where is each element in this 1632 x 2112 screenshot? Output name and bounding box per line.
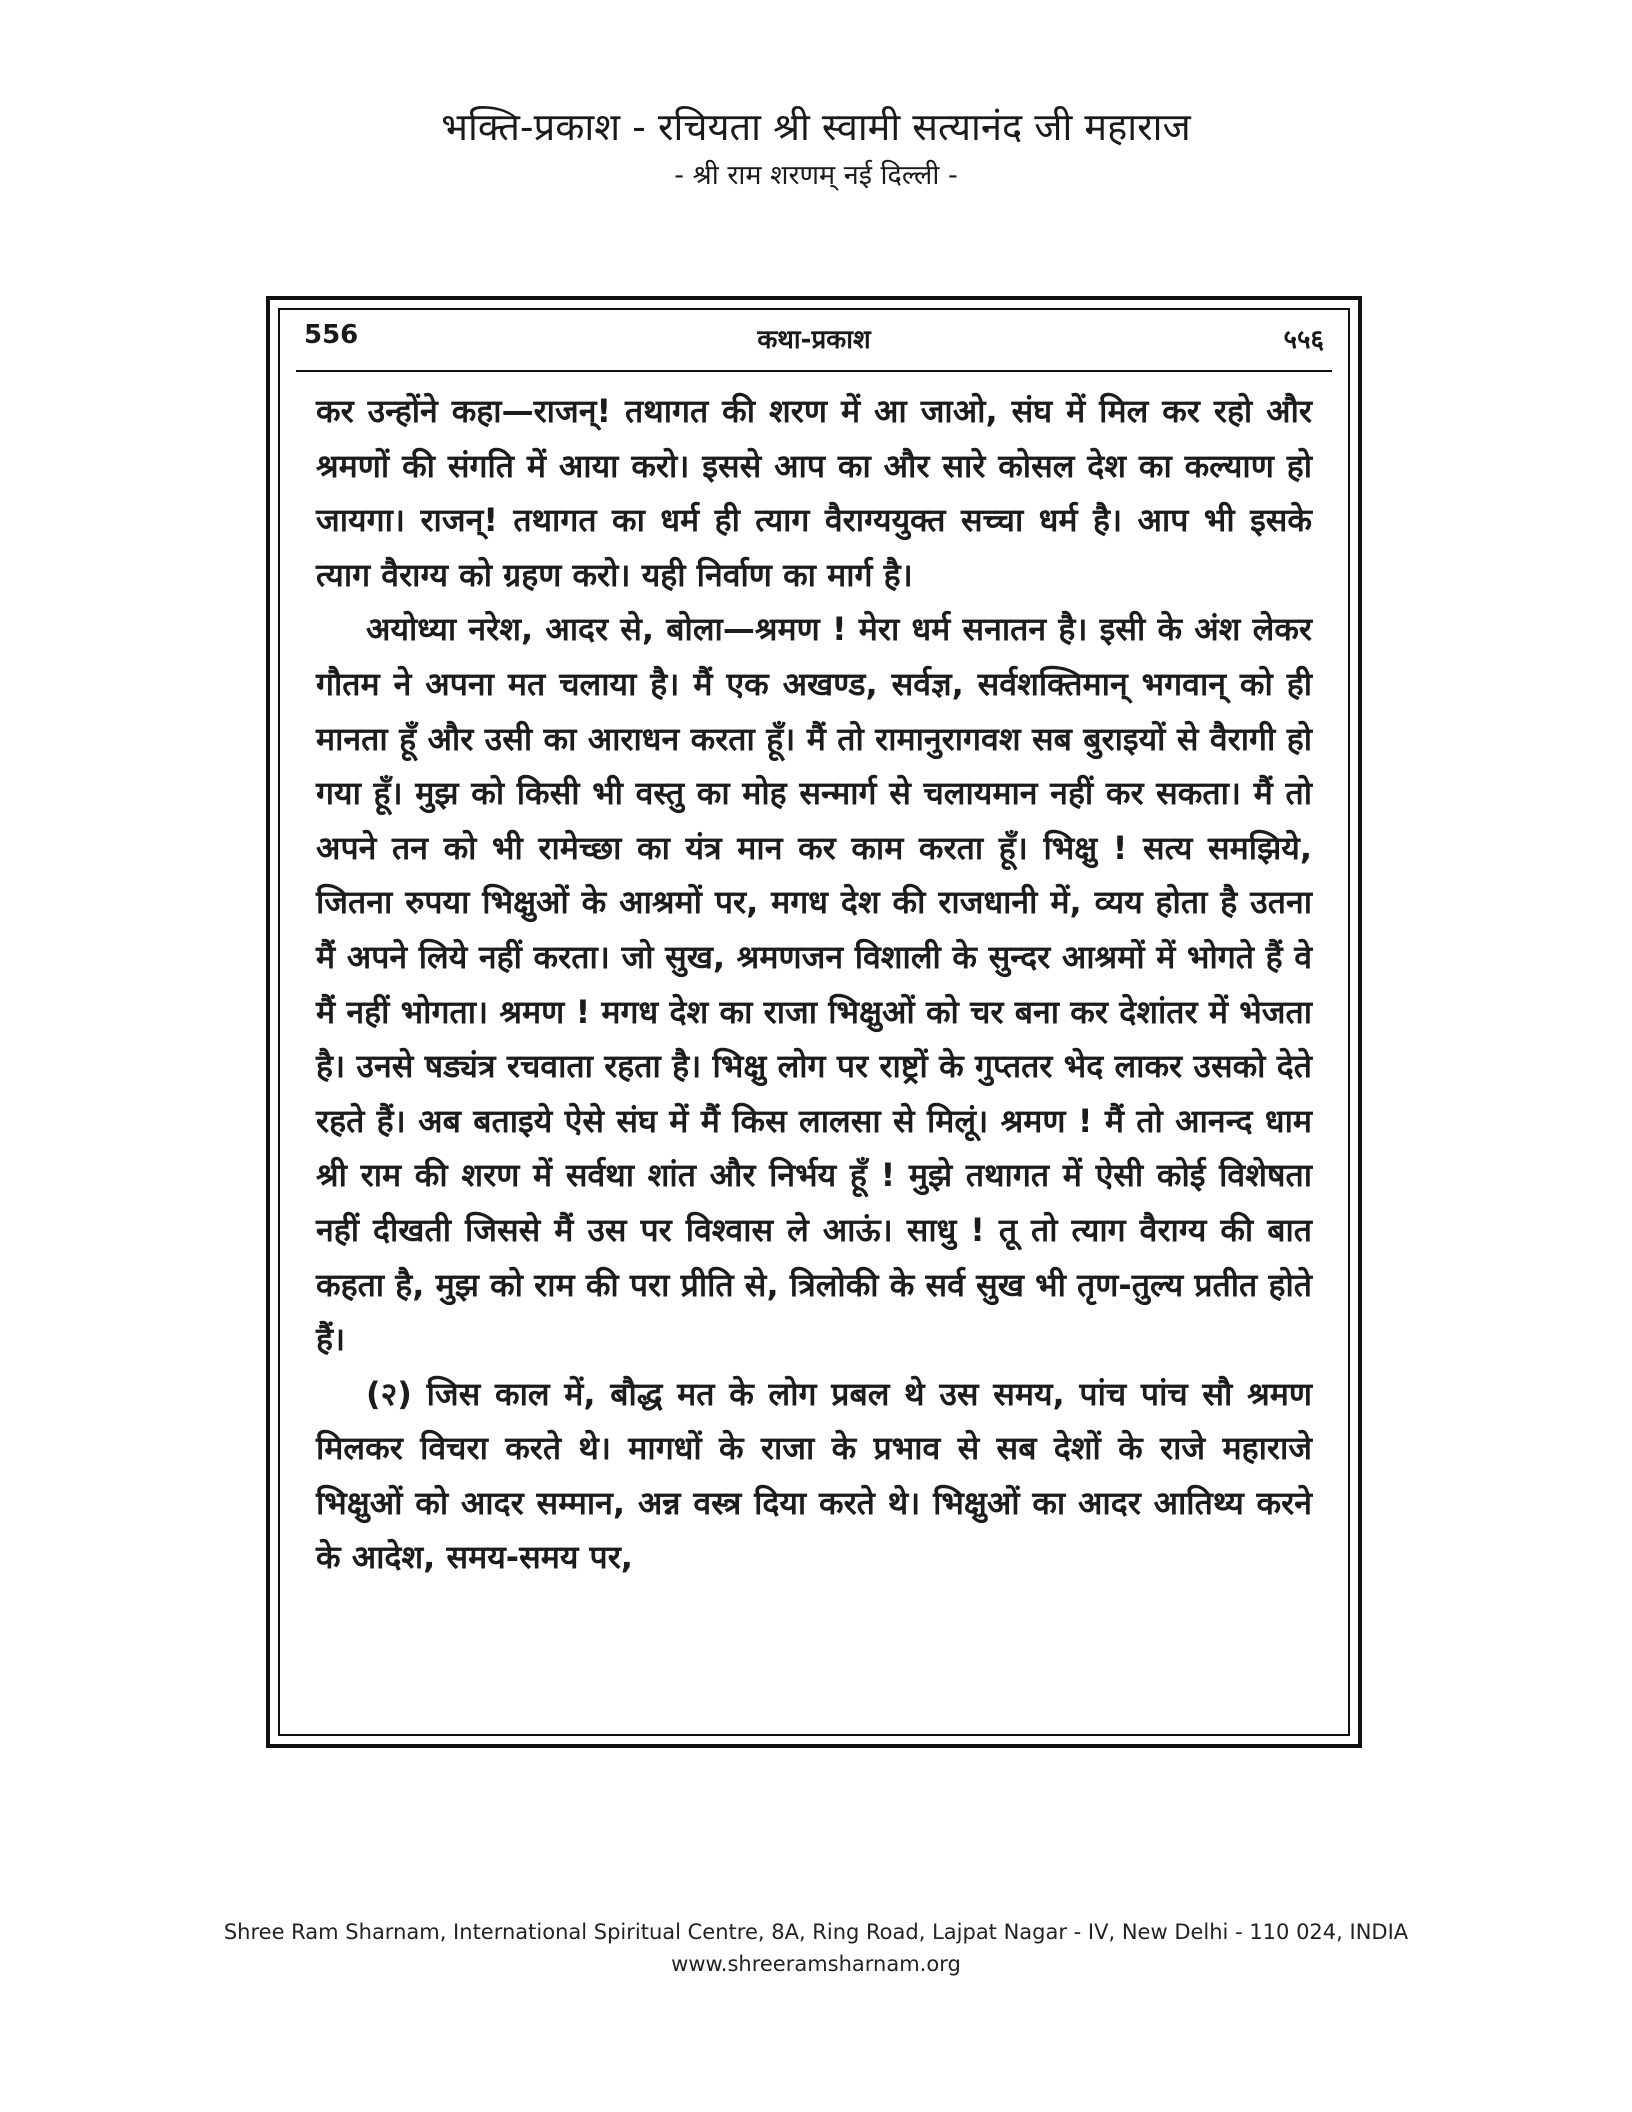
body-text bbox=[316, 384, 1312, 1585]
footer-address: Shree Ram Sharnam, International Spiritual Centre, 8A, Ring Road, Lajpat Nagar - IV, New Delhi - 110 024, INDIA bbox=[223, 1920, 1409, 1944]
paragraph: (२) जिस काल में, बौद्ध मत के लोग प्रबल थे उस समय, पांच पांच सौ श्रमण मिलकर विचरा करते थे। मागधों के राजा के प्रभाव से सब देशों के राजे महाराजे भिक्षुओं को आदर सम्मान, अन्न वस्त्र दिया करते थे। भिक्षुओं का आदर आतिथ्य करने के आदेश, समय-समय पर, bbox=[316, 1374, 1312, 1577]
page-number-arabic: 556 bbox=[304, 320, 359, 350]
page-number-devanagari: ५५६ bbox=[1283, 325, 1324, 355]
document-header bbox=[0, 100, 1632, 198]
header-divider bbox=[296, 370, 1332, 372]
document-title: भक्ति-प्रकाश - रचियता श्री स्वामी सत्यानंद जी महाराज bbox=[441, 105, 1191, 149]
paragraph: कर उन्होंने कहा—राजन्! तथागत की शरण में आ जाओ, संघ में मिल कर रहो और श्रमणों की संगति में आया करो। इससे आप का और सारे कोसल देश का कल्याण हो जायगा। राजन्! तथागत का धर्म ही त्याग वैराग्ययुक्त सच्चा धर्म है। आप भी इसके त्याग वैराग्य को ग्रहण करो। यही निर्वाण का मार्ग है। bbox=[316, 392, 1312, 594]
section-title: कथा-प्रकाश bbox=[757, 325, 871, 355]
running-head bbox=[304, 320, 1324, 360]
page-frame-inner bbox=[278, 308, 1350, 1736]
footer-website: www.shreeramsharnam.org bbox=[671, 1952, 961, 1976]
document-footer bbox=[0, 1916, 1632, 1980]
paragraph: अयोध्या नरेश, आदर से, बोला—श्रमण ! मेरा धर्म सनातन है। इसी के अंश लेकर गौतम ने अपना मत चलाया है। मैं एक अखण्ड, सर्वज्ञ, सर्वशक्तिमान् भगवान् को ही मानता हूँ और उसी का आराधन करता हूँ। मैं तो रामानुरागवश सब बुराइयों से वैरागी हो गया हूँ। मुझ को किसी भी वस्तु का मोह सन्मार्ग से चलायमान नहीं कर सकता। मैं तो अपने तन को भी रामेच्छा का यंत्र मान कर काम करता हूँ। भिक्षु ! सत्य समझिये, जितना रुपया भिक्षुओं के आश्रमों पर, मगध देश की राजधानी में, व्यय होता है उतना मैं अपने लिये नहीं करता। जो सुख, श्रमणजन विशाली के सुन्दर आश्रमों में भोगते हैं वे मैं नहीं भोगता। श्रमण ! मगध देश का राजा भिक्षुओं को चर बना कर देशांतर में भेजता है। उनसे षड्यंत्र रचवाता रहता है। भिक्षु लोग पर राष्ट्रों के गुप्ततर भेद लाकर उसको देते रहते हैं। अब बताइये ऐसे संघ में मैं किस लालसा से मिलूं। श्रमण ! मैं तो आनन्द धाम श्री राम की शरण में सर्वथा शांत और निर्भय हूँ ! मुझे तथागत में ऐसी कोई विशेषता नहीं दीखती जिससे मैं उस पर विश्वास ले आऊं। साधु ! तू तो त्याग वैराग्य की बात कहता है, मुझ को राम की परा प्रीति से, त्रिलोकी के सर्व सुख भी तृण-तुल्य प्रतीत होते हैं। bbox=[316, 610, 1312, 1359]
page-frame bbox=[266, 296, 1362, 1748]
document-subtitle: - श्री राम शरणम् नई दिल्ली - bbox=[674, 160, 958, 191]
